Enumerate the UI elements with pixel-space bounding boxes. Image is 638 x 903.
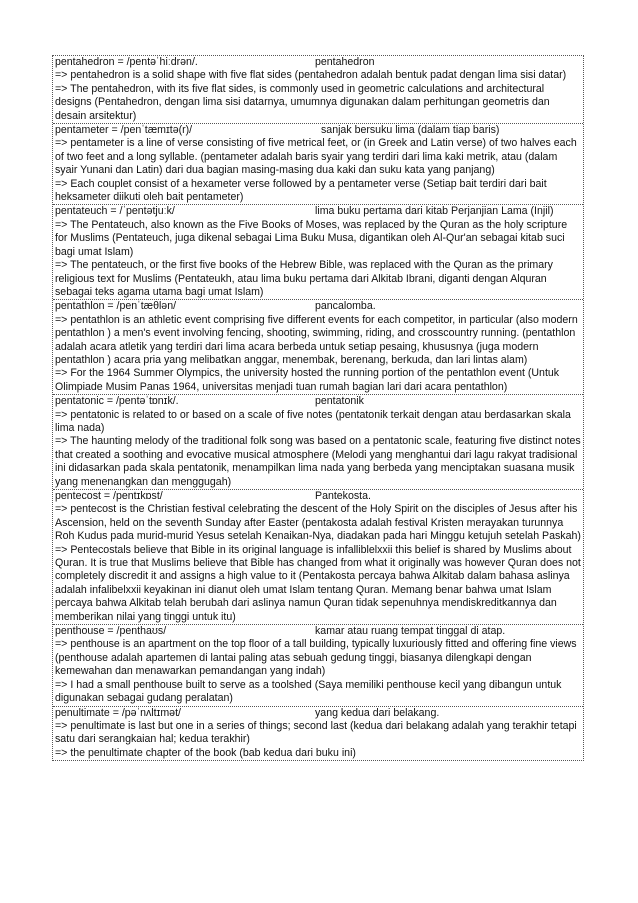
example-sentence: => Pentecostals believe that Bible in its original language is infalliblelxxii this belief is shared by Muslims about Quran. It is true that Muslims believe that Bible has changed from what it originally was however Quran does not completely discredit it and assigns a high value to it (Pentakosta percaya bahwa Alkitab dalam bahasa aslinya adalah infalibelxxii keyakinan ini dianut oleh umat Islam tentang Quran. Memang benar bahwa umat Islam percaya bahwa Alkitab telah berubah dari aslinya namun Quran tidak sepenuhnya mendiskreditkannya dan memberikan nilai yang tinggi untuk itu) bbox=[55, 543, 581, 623]
entry-headword: pentahedron = /pentəˈhiːdrən/. bbox=[55, 56, 198, 68]
entry-headline bbox=[55, 490, 581, 503]
entry-meaning: pancalomba. bbox=[315, 300, 376, 313]
example-sentence: => penultimate is last but one in a series of things; second last (kedua dari belakang adalah yang terakhir tetapi satu dari serangkaian hal; kedua terakhir) bbox=[55, 719, 577, 746]
entry-headline bbox=[55, 707, 581, 720]
example-sentence: => For the 1964 Summer Olympics, the university hosted the running portion of the pentathlon event (Untuk Olimpiade Musim Panas 1964, universitas menjadi tuan rumah bagian lari dari acara pentathlon) bbox=[55, 367, 560, 393]
entry-headline bbox=[55, 395, 581, 408]
entry-headline bbox=[55, 625, 581, 638]
dictionary-entry bbox=[53, 205, 583, 300]
entry-headword: pentateuch = /ˈpentətjuːk/ bbox=[55, 205, 175, 218]
entry-headline bbox=[55, 124, 581, 137]
dictionary-table bbox=[52, 55, 584, 761]
example-sentence: => The pentahedron, with its five flat sides, is commonly used in geometric calculations and architectural designs (Pentahedron, dengan lima sisi datarnya, umumnya digunakan dalam perhitungan geometris dan desain arsitektur) bbox=[55, 82, 550, 122]
example-sentence: => The haunting melody of the traditional folk song was based on a pentatonic scale, featuring five distinct notes that created a soothing and evocative musical atmosphere (Melodi yang menghantui dari lagu rakyat tradisional ini didasarkan pada skala pentatonik, menampilkan lima nada yang berbeda yang menciptakan suasana musik yang menenangkan dan menggugah) bbox=[55, 435, 581, 488]
entry-headword: pentatonic = /pentəˈtɒnɪk/. bbox=[55, 395, 179, 408]
dictionary-entry bbox=[53, 300, 583, 395]
example-sentence: => pentathlon is an athletic event comprising five different events for each competitor, in particular (also modern pentathlon ) a men's event involving fencing, shooting, swimming, riding, and crosscountry running. (pentathlon adalah acara atletik yang terdiri dari lima acara berbeda untuk setiap pesaing, khususnya (juga modern pentathlon ) acara pria yang melibatkan anggar, menembak, berenang, berkuda, dan lari lintas alam) bbox=[55, 313, 578, 366]
entry-meaning: yang kedua dari belakang. bbox=[315, 706, 440, 719]
dictionary-entry bbox=[53, 56, 583, 124]
example-sentence: => pentameter is a line of verse consisting of five metrical feet, or (in Greek and Latin verse) of two halves each of two feet and a long syllable. (pentameter adalah baris syair yang terdiri dari lima kaki metrik, atau (dalam syair Yunani dan Latin) dari dua bagian masing-masing dua kaki dan suku kata yang panjang) bbox=[55, 137, 577, 177]
entry-meaning: pentatonik bbox=[315, 395, 364, 408]
entry-headline bbox=[55, 300, 581, 313]
example-sentence: => The Pentateuch, also known as the Five Books of Moses, was replaced by the Quran as the holy scripture for Muslims (Pentateuch, juga dikenal sebagai Lima Buku Musa, digantikan oleh Al-Qur'an sebagai kitab suci bagi umat Islam) bbox=[55, 218, 568, 258]
dictionary-entry bbox=[53, 707, 583, 761]
example-sentence: => the penultimate chapter of the book (bab kedua dari buku ini) bbox=[55, 746, 356, 759]
example-sentence: => Each couplet consist of a hexameter verse followed by a pentameter verse (Setiap bait terdiri dari bait heksameter diikuti oleh bait pentameter) bbox=[55, 177, 547, 204]
entry-meaning: pentahedron bbox=[315, 56, 375, 68]
entry-meaning: kamar atau ruang tempat tinggal di atap. bbox=[315, 625, 506, 638]
example-sentence: => I had a small penthouse built to serve as a toolshed (Saya memiliki penthouse kecil yang dibangun untuk digunakan sebagai gudang peralatan) bbox=[55, 678, 562, 705]
entry-headword: pentameter = /penˈtæmɪtə(r)/ bbox=[55, 124, 193, 137]
entry-meaning: lima buku pertama dari kitab Perjanjian Lama (Injil) bbox=[315, 205, 554, 218]
dictionary-entry bbox=[53, 625, 583, 706]
entry-headline bbox=[55, 205, 581, 218]
example-sentence: => penthouse is an apartment on the top floor of a tall building, typically luxuriously fitted and offering fine views (penthouse adalah apartemen di lantai paling atas sebuah gedung tinggi, biasanya dilengkapi dengan kemewahan dan menawarkan pemandangan yang indah) bbox=[55, 638, 577, 678]
example-sentence: => pentahedron is a solid shape with five flat sides (pentahedron adalah bentuk padat dengan lima sisi datar) bbox=[55, 69, 567, 82]
example-sentence: => pentatonic is related to or based on a scale of five notes (pentatonik terkait dengan atau berdasarkan skala lima nada) bbox=[55, 408, 571, 434]
dictionary-entry bbox=[53, 490, 583, 625]
entry-meaning: Pantekosta. bbox=[315, 490, 371, 502]
entry-headword: penultimate = /pəˈnʌltɪmət/ bbox=[55, 706, 181, 719]
dictionary-entry bbox=[53, 395, 583, 490]
entry-headword: pentecost = /pentɪkɒst/ bbox=[55, 490, 163, 502]
entry-headword: penthouse = /penthaʊs/ bbox=[55, 625, 167, 638]
entry-meaning: sanjak bersuku lima (dalam tiap baris) bbox=[321, 124, 500, 137]
example-sentence: => The pentateuch, or the first five books of the Hebrew Bible, was replaced with the Quran as the primary religious text for Muslims (Pentateukh, atau lima buku pertama dari Alkitab Ibrani, diganti dengan Alquran sebagai teks agama utama bagi umat Islam) bbox=[55, 259, 553, 298]
dictionary-entry bbox=[53, 124, 583, 205]
entry-headword: pentathlon = /penˈtæθlən/ bbox=[55, 300, 177, 313]
example-sentence: => pentecost is the Christian festival celebrating the descent of the Holy Spirit on the disciples of Jesus after his Ascension, held on the seventh Sunday after Easter (pentakosta adalah festival Kristen merayakan turunnya Roh Kudus pada murid-murid Yesus setelah Kenaikan-Nya, diadakan pada hari Minggu ketujuh setelah Paskah) bbox=[55, 503, 581, 543]
entry-headline bbox=[55, 56, 581, 69]
